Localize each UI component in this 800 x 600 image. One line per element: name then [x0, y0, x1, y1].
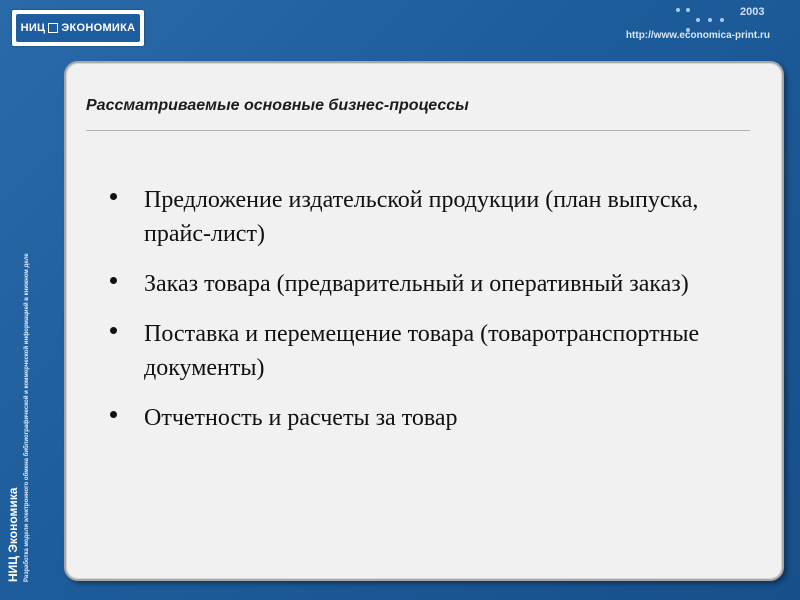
title-divider	[86, 130, 750, 131]
bullet-list	[110, 183, 750, 451]
bullet-icon	[110, 327, 117, 334]
sidebar-vertical-title: НИЦ Экономика	[6, 487, 20, 582]
dot-icon	[696, 18, 700, 22]
slide-title: Рассматриваемые основные бизнес-процессы	[86, 97, 469, 114]
logo-plate	[16, 14, 140, 42]
logo-text-left: НИЦ	[20, 22, 46, 34]
slide-card	[64, 61, 784, 581]
logo	[12, 10, 144, 46]
dot-icon	[676, 8, 680, 12]
list-item	[110, 183, 750, 251]
list-item	[110, 317, 750, 385]
site-url[interactable]: http://www.economica-print.ru	[625, 30, 770, 41]
dot-icon	[708, 18, 712, 22]
list-item	[110, 401, 750, 435]
dot-icon	[720, 18, 724, 22]
dot-icon	[686, 8, 690, 12]
list-item-text: Отчетность и расчеты за товар	[144, 405, 458, 431]
logo-separator-icon	[48, 23, 58, 33]
sidebar-vertical-caption	[2, 120, 48, 590]
list-item	[110, 267, 750, 301]
bullet-icon	[110, 411, 117, 418]
sidebar-vertical-subtitle: Разработка модели электронного обмена библиографической и коммерческой информацией в книжном деле	[24, 253, 30, 582]
list-item-text: Поставка и перемещение товара (товаротранспортные документы)	[144, 321, 700, 381]
logo-text-right: ЭКОНОМИКА	[61, 22, 136, 34]
list-item-text: Заказ товара (предварительный и оперативный заказ)	[144, 271, 689, 297]
list-item-text: Предложение издательской продукции (план выпуска, прайс-лист)	[144, 187, 699, 247]
bullet-icon	[110, 277, 117, 284]
year-label: 2003	[740, 6, 765, 18]
bullet-icon	[110, 193, 117, 200]
